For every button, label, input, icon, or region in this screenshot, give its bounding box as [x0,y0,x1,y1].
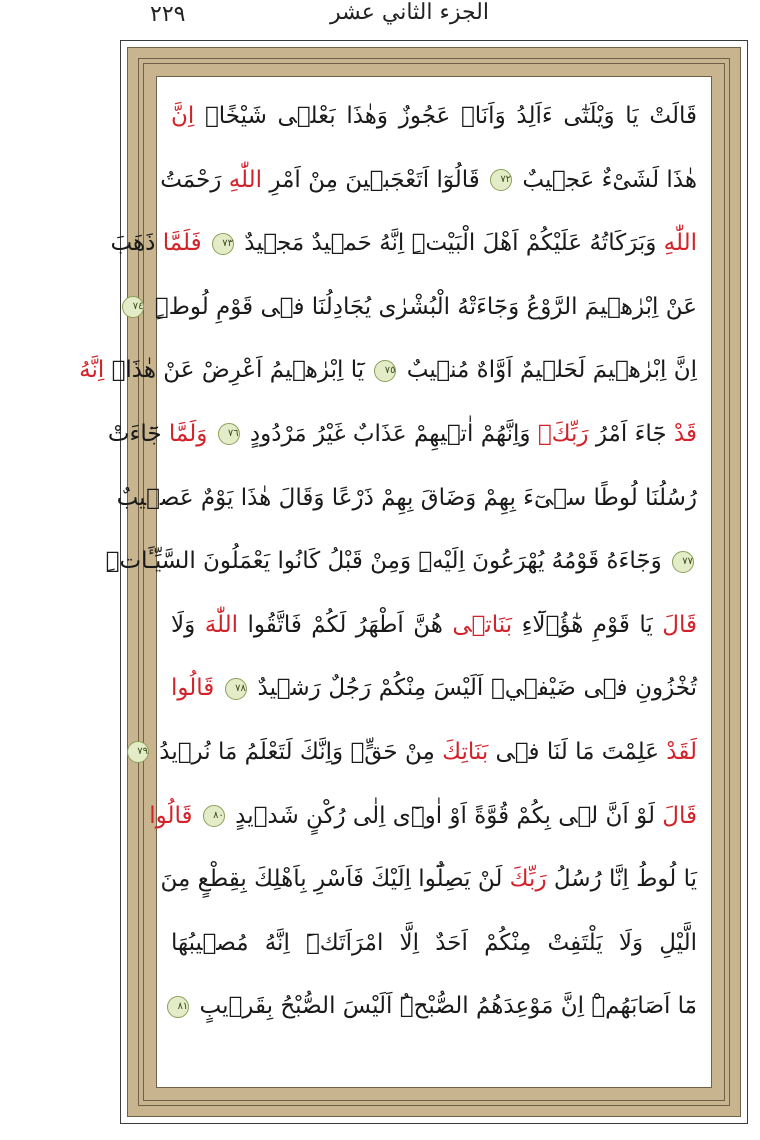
highlighted-word: اللّٰهَ [204,611,239,638]
verse-text: مِنْ حَقٍّۚ وَاِنَّكَ لَتَعْلَمُ مَا نُرٖيدُ [151,738,443,765]
highlighted-word: بَنَاتِكَ [442,738,489,765]
verse-line [171,594,697,658]
verse-line [160,149,697,213]
highlighted-word: قَالُوا [171,675,222,702]
page-number: ٢٢٩ [150,2,186,27]
verse-line [116,467,697,531]
highlighted-word: بَنَاتٖى [452,611,513,638]
highlighted-word: اِنَّهُ [79,357,105,384]
verse-line [105,530,697,594]
verse-text: هٰذَا لَشَیْءٌ عَجٖيبٌ [515,166,697,193]
ayah-number-marker: ٧٤ [122,296,144,318]
highlighted-word: وَلَمَّا [168,420,215,447]
verse-line [160,848,697,912]
highlighted-word: قَالُوا [149,802,200,829]
page-frame [79,40,748,1124]
ayah-number-marker: ٧٣ [212,233,234,255]
highlighted-word: قَالَ [662,802,697,829]
ayah-number-marker: ٨١ [167,996,189,1018]
highlighted-word: قَدْ [673,420,697,447]
highlighted-word: لَقَدْ [666,738,697,765]
verse-text: يَٓا اِبْرٰهٖيمُ اَعْرِضْ عَنْ هٰذَاۚ [104,357,372,384]
highlighted-word: رَبِّكَۚ [537,420,589,447]
verse-text: قَالُوٓا اَتَعْجَبٖينَ مِنْ اَمْرِ [262,166,488,193]
verse-text: عَنْ اِبْرٰهٖيمَ الرَّوْعُ وَجَٓاءَتْهُ الْبُشْرٰى يُجَادِلُنَا فٖى قَوْمِ لُوطٍۜ [147,293,697,320]
ayah-number-marker: ٧٧ [672,551,694,573]
verse-line [149,785,697,849]
verse-text: يَا قَوْمِ هٰٓؤُ۬لَٓاءِ [512,611,663,638]
verse-text: رُسُلُنَا لُوطًا سٖیٓءَ بِهِمْ وَضَاقَ بِهِمْ ذَرْعًا وَقَالَ هٰذَا يَوْمٌ عَصٖيبٌ [116,484,697,511]
verse-text: جَٓاءَ اَمْرُ [588,420,674,447]
ayah-number-marker: ٧٨ [225,678,247,700]
verse-text: رَحْمَتُ [160,166,229,193]
verse-line [171,975,697,1039]
juz-title: الجزء الثاني عشر [330,0,489,25]
verse-text: تُخْزُونِ فٖى ضَيْفٖيۜ اَلَيْسَ مِنْكُمْ رَجُلٌ رَشٖيدٌ [249,675,698,702]
verse-text: لَوْ اَنَّ لٖى بِكُمْ قُوَّةً اَوْ اٰوٖٓى اِلٰى رُكْنٍ شَدٖيدٍ [227,802,663,829]
verse-text: لَنْ يَصِلُٓوا اِلَيْكَ فَاَسْرِ بِاَهْلِكَ بِقِطْعٍ مِنَ [160,866,510,893]
verse-text: يَا لُوطُ اِنَّا رُسُلُ [546,866,697,893]
gold-border [79,47,741,1117]
verse-text: وَاِنَّهُمْ اٰتٖيهِمْ عَذَابٌ غَيْرُ مَرْدُودٍ [242,420,538,447]
verse-text: الَّيْلِ وَلَا يَلْتَفِتْ مِنْكُمْ اَحَدٌ اِلَّا امْرَاَتَكَۜ اِنَّهُ مُصٖيبُهَا [171,929,697,956]
ayah-number-marker: ٧٦ [218,423,240,445]
verse-line [171,657,697,721]
verse-text: عَلِمْتَ مَا لَنَا فٖى [488,738,667,765]
verse-text: مَٓا اَصَابَهُمْۜ اِنَّ مَوْعِدَهُمُ الصُّبْحُۜ اَلَيْسَ الصُّبْحُ بِقَرٖيبٍ [192,993,697,1020]
highlighted-word: رَبِّكَ [509,866,547,893]
highlighted-word: قَالَ [662,611,697,638]
highlighted-word: اللّٰهِ [228,166,263,193]
ayah-number-marker: ٧٢ [490,169,512,191]
ayah-number-marker: ٧٩ [127,741,149,763]
verse-lines [79,85,698,1079]
verse-text: قَالَتْ يَا وَيْلَتٰٓى ءَاَلِدُ وَاَنَا۬ عَجُوزٌ وَهٰذَا بَعْلٖى شَيْخًاۜ [194,103,697,129]
ayah-number-marker: ٨٠ [203,805,225,827]
verse-line [107,403,697,467]
page-header [0,0,760,40]
verse-line [79,339,697,403]
highlighted-word: فَلَمَّا [162,230,209,257]
verse-line [137,721,697,785]
verse-text: وَبَرَكَاتُهُ عَلَيْكُمْ اَهْلَ الْبَيْتِۜ اِنَّهُ حَمٖيدٌ مَجٖيدٌ [236,230,664,257]
ayah-number-marker: ٧٥ [374,360,396,382]
highlighted-word: اللّٰهِ [663,230,697,257]
verse-line [132,276,697,340]
verse-line [171,912,697,976]
verse-text: هُنَّ اَطْهَرُ لَكُمْ فَاتَّقُوا [238,611,453,638]
verse-text: وَلَا [171,611,205,638]
verse-line [110,212,697,276]
verse-text: وَجَٓاءَهُ قَوْمُهُ يُهْرَعُونَ اِلَيْهِۜ وَمِنْ قَبْلُ كَانُوا يَعْمَلُونَ السَّيِّـَٔاتِۜ [105,548,669,575]
verse-text: جَٓاءَتْ [107,420,169,447]
highlighted-word: اِنَّ [171,103,195,129]
verse-text: اِنَّ اِبْرٰهٖيمَ لَحَلٖيمٌ اَوَّاهٌ مُنٖيبٌ [399,357,697,384]
text-panel [79,76,712,1088]
verse-text: ذَهَبَ [110,230,163,257]
verse-line [171,85,697,149]
